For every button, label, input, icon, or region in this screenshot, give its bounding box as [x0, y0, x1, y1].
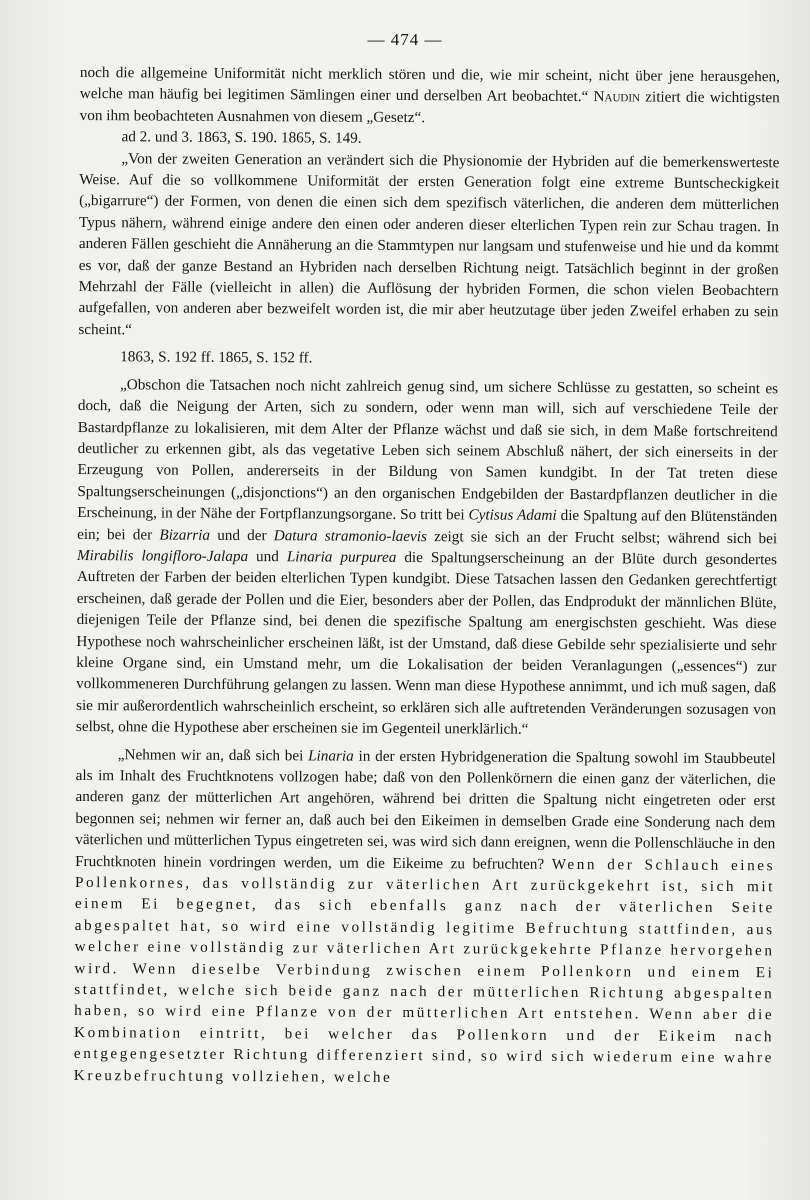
quote-paragraph: „Von der zweiten Generation an verändert sich die Physionomie der Hybriden auf die bemerkenswerteste Weise. Auf die so vollkommene Uniformität der ersten Generation folgt eine extreme Buntscheckigkeit („bigarrure“) der Formen, von denen die einen sich dem spezifisch väterlichen, die anderen dem mütterlichen Typus nähern, während einige andere den einen oder anderen dieser elterlichen Typen rein zur Schau tragen. In anderen Fällen geschieht die Annäherung an die Stammtypen nur langsam und stufenweise und hie und da kommt es vor, daß der ganze Bestand an Hybriden nach derselben Richtung neigt. Tatsächlich beginnt in der großen Mehrzahl der Fälle (vielleicht in allen) die Auflösung der hybriden Formen, die schon vielen Beobachtern aufgefallen, von anderen aber bezweifelt worden ist, die mir aber heutzutage über jeden Zweifel erhaben zu sein scheint.“ [78, 149, 780, 339]
page-number: — 474 — [367, 30, 443, 49]
species-name: Cytisus Adami [468, 506, 557, 525]
page-body [74, 62, 780, 1090]
spaced-emphasis-text: Wenn der Schlauch eines Pollenkornes, das vollständig zur väterlichen Art zurückgekehrt ist, sich mit einem Ei begegnet, das sich ebenfalls ganz nach der väterlichen Seite abgespaltet hat, so wird eine vollständig legitime Befruchtung stattfinden, aus welcher eine vollständig zur väterlichen Art zurückgekehrte Pflanze hervorgehen wird. Wenn dieselbe Verbindung zwischen einem Pollenkorn und einem Ei stattfindet, welche sich beide ganz nach der mütterlichen Richtung abgespalten haben, so wird eine Pflanze von der mütterlichen Art entstehen. Wenn aber die Kombination eintritt, bei welcher das Pollenkorn und der Eikeim nach entgegengesetzter Richtung differenziert sind, so wird sich wiederum eine wahre Kreuzbefruchtung vollziehen, welche [73, 855, 776, 1086]
species-name: Bizarria [159, 526, 211, 544]
author-name: Naudin [593, 88, 641, 106]
species-name: Linaria purpurea [286, 548, 397, 566]
quote-paragraph: „Nehmen wir an, daß sich bei Linaria in der ersten Hybridgeneration die Spaltung sowohl im Staubbeutel als im Inhalt des Fruchtknotens vollzogen habe; daß von den Pollenkörnern die einen ganz der väterlichen, die anderen ganz der mütterlichen Art angehören, während bei dritten die Spaltung nicht eingetreten oder erst begonnen sei; nehmen wir ferner an, daß auch bei den Eikeimen in demselben Grade eine Sonderung nach dem väterlichen und mütterlichen Typus eingetreten sei, was wird sich dann ereignen, wenn die Pollenschläuche in den Fruchtknoten hinein vordringen werden, um die Eikeime zu befruchten? Wenn der Schlauch eines Pollenkornes, das vollständig zur väterlichen Art zurückgekehrt ist, sich mit einem Ei begegnet, das sich ebenfalls ganz nach der väterlichen Seite abgespaltet hat, so wird eine vollständig legitime Befruchtung stattfinden, aus welcher eine vollständig zur väterlichen Art zurückgekehrte Pflanze hervorgehen wird. Wenn dieselbe Verbindung zwischen einem Pollenkorn und einem Ei stattfindet, welche sich beide ganz nach der mütterlichen Richtung abgespalten haben, so wird eine Pflanze von der mütterlichen Art entstehen. Wenn aber die Kombination eintritt, bei welcher das Pollenkorn und der Eikeim nach entgegengesetzter Richtung differenziert sind, so wird sich wiederum eine wahre Kreuzbefruchtung vollziehen, welche [73, 745, 776, 1086]
species-name: Linaria [308, 747, 354, 765]
species-name: Mirabilis longifloro-Jalapa [76, 546, 249, 565]
species-name: Datura stramonio-laevis [273, 526, 427, 545]
quote-paragraph: „Obschon die Tatsachen noch nicht zahlreich genug sind, um sichere Schlüsse zu gestatten, so scheint es doch, daß die Neigung der Arten, sich zu sondern, oder wenn man will, sich auf verschiedene Teile der Bastardpflanze zu lokalisieren, mit dem Alter der Pflanze wächst und daß sie sich, in dem Maße fortschreitend deutlicher zu erkennen gibt, als das vegetative Leben sich seinem Abschluß nähert, der sich einerseits in der Erzeugung von Pollen, andererseits in der Bildung von Samen kundgibt. In der Tat treten diese Spaltungserscheinungen („disjonctions“) an den organischen Endgebilden der Bastardpflanzen deutlicher in die Erscheinung, in der Nähe der Fortpflanzungsorgane. So tritt bei Cytisus Adami die Spaltung auf den Blütenständen ein; bei der Bizarria und der Datura stramonio-laevis zeigt sie sich an der Frucht selbst; während sich bei Mirabilis longifloro-Jalapa und Linaria purpurea die Spaltungserscheinung an der Blüte durch gesondertes Auftreten der Farben der beiden elterlichen Typen kundgibt. Diese Tatsachen lassen den Gedanken gerechtfertigt erscheinen, daß gerade der Pollen und die Eier, besonders aber der Pollen, das Endprodukt der männlichen Blüte, diejenigen Teile der Pflanze sind, bei denen die spezifische Spaltung am energischsten geschieht. Was diese Hypothese noch wahrscheinlicher erscheinen läßt, ist der Umstand, daß diese Gebilde sehr spezialisierte und sehr kleine Organe sind, ein Umstand mehr, um die Lokalisation der beiden Veranlagungen („essences“) zur vollkommeneren Durchführung gelangen zu lassen. Wenn man diese Hypothese annimmt, und ich muß sagen, daß sie mir außerordentlich wahrscheinlich erscheint, so erklären sich alle auftretenden Veränderungen sozusagen von selbst, ohne die Hypothese aber erscheinen sie im Gegenteil unerklärlich.“ [75, 375, 779, 738]
reference-line: 1863, S. 192 ff. 1865, S. 152 ff. [120, 348, 313, 367]
reference-line: ad 2. und 3. 1863, S. 190. 1865, S. 149. [121, 128, 362, 147]
paragraph-continuation: noch die allgemeine Uniformität nicht merklich stören und die, wie mir scheint, nicht über jene herausgehen, welche man häufig bei legitimen Sämlingen einer und derselben Art beobachtet.“ Naudin zitiert die wichtigsten von ihm beobachteten Ausnahmen von diesem „Gesetz“. [79, 63, 780, 126]
